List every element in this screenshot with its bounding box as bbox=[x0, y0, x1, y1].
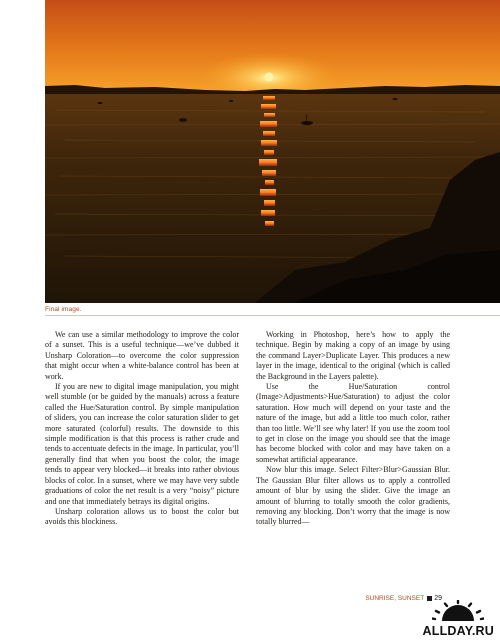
body-column-right bbox=[256, 330, 450, 528]
sun bbox=[265, 73, 274, 82]
paragraph: Working in Photoshop, here’s how to apply the technique. Begin by making a copy of an image by using the command Layer>Duplicate Layer. This produces a new layer in the image, identical to the original (which is called the Background in the Layers palette). bbox=[256, 330, 450, 381]
page-folio bbox=[365, 595, 442, 602]
sun-rays-icon bbox=[432, 600, 484, 622]
body-column-left bbox=[45, 330, 239, 528]
running-footer-section: SUNRISE, SUNSET bbox=[365, 595, 425, 602]
paragraph: If you are new to digital image manipulation, you might well stumble (or be guided by the manuals) across a feature called the Hue/Saturation control. By simple manipulation of sliders, you can increase the color saturation slider to get more saturated (colorful) results. The downside to this simple modification is that this process is rather crude and tends to accentuate defects in the image. In particular, you’ll generally find that when you boost the color, the image tends to appear very blocked—it breaks into rather obvious blocks of color. In a sunset, where we may have very subtle graduations of color the net result is a very “noisy” picture and one that immediately betrays its digital origins. bbox=[45, 382, 239, 506]
paragraph: Now blur this image. Select Filter>Blur>Gaussian Blur. The Gaussian Blur filter allows us to apply a controlled amount of blur by using the slider. Give the image an amount of blurring to totally smooth the color gradients, removing any blocking. Don’t worry that the image is now totally blurred— bbox=[256, 465, 450, 527]
watermark-text: ALLDAY.RU bbox=[422, 624, 494, 638]
page-number: 29 bbox=[434, 595, 442, 602]
paragraph: Use the Hue/Saturation control (Image>Adjustments>Hue/Saturation) to adjust the color saturation. How much will depend on your taste and the nature of the image, but add a little too much color, rather than too little. We’ll see why later! If you use the zoom tool to get in close on the image you should see that the image has become blocked with color and may have taken on a somewhat artificial appearance. bbox=[256, 382, 450, 464]
sunset-photo bbox=[45, 0, 500, 303]
caption-divider bbox=[45, 315, 500, 316]
paragraph: Unsharp coloration allows us to boost the color but avoids this blockiness. bbox=[45, 506, 239, 527]
figure-caption: Final image. bbox=[45, 306, 82, 313]
paragraph: We can use a similar methodology to improve the color of a sunset. This is a useful technique—we’ve dubbed it Unsharp Coloration—to overcome the color suppression that might occur when a white-balance control has been at work. bbox=[45, 330, 239, 381]
